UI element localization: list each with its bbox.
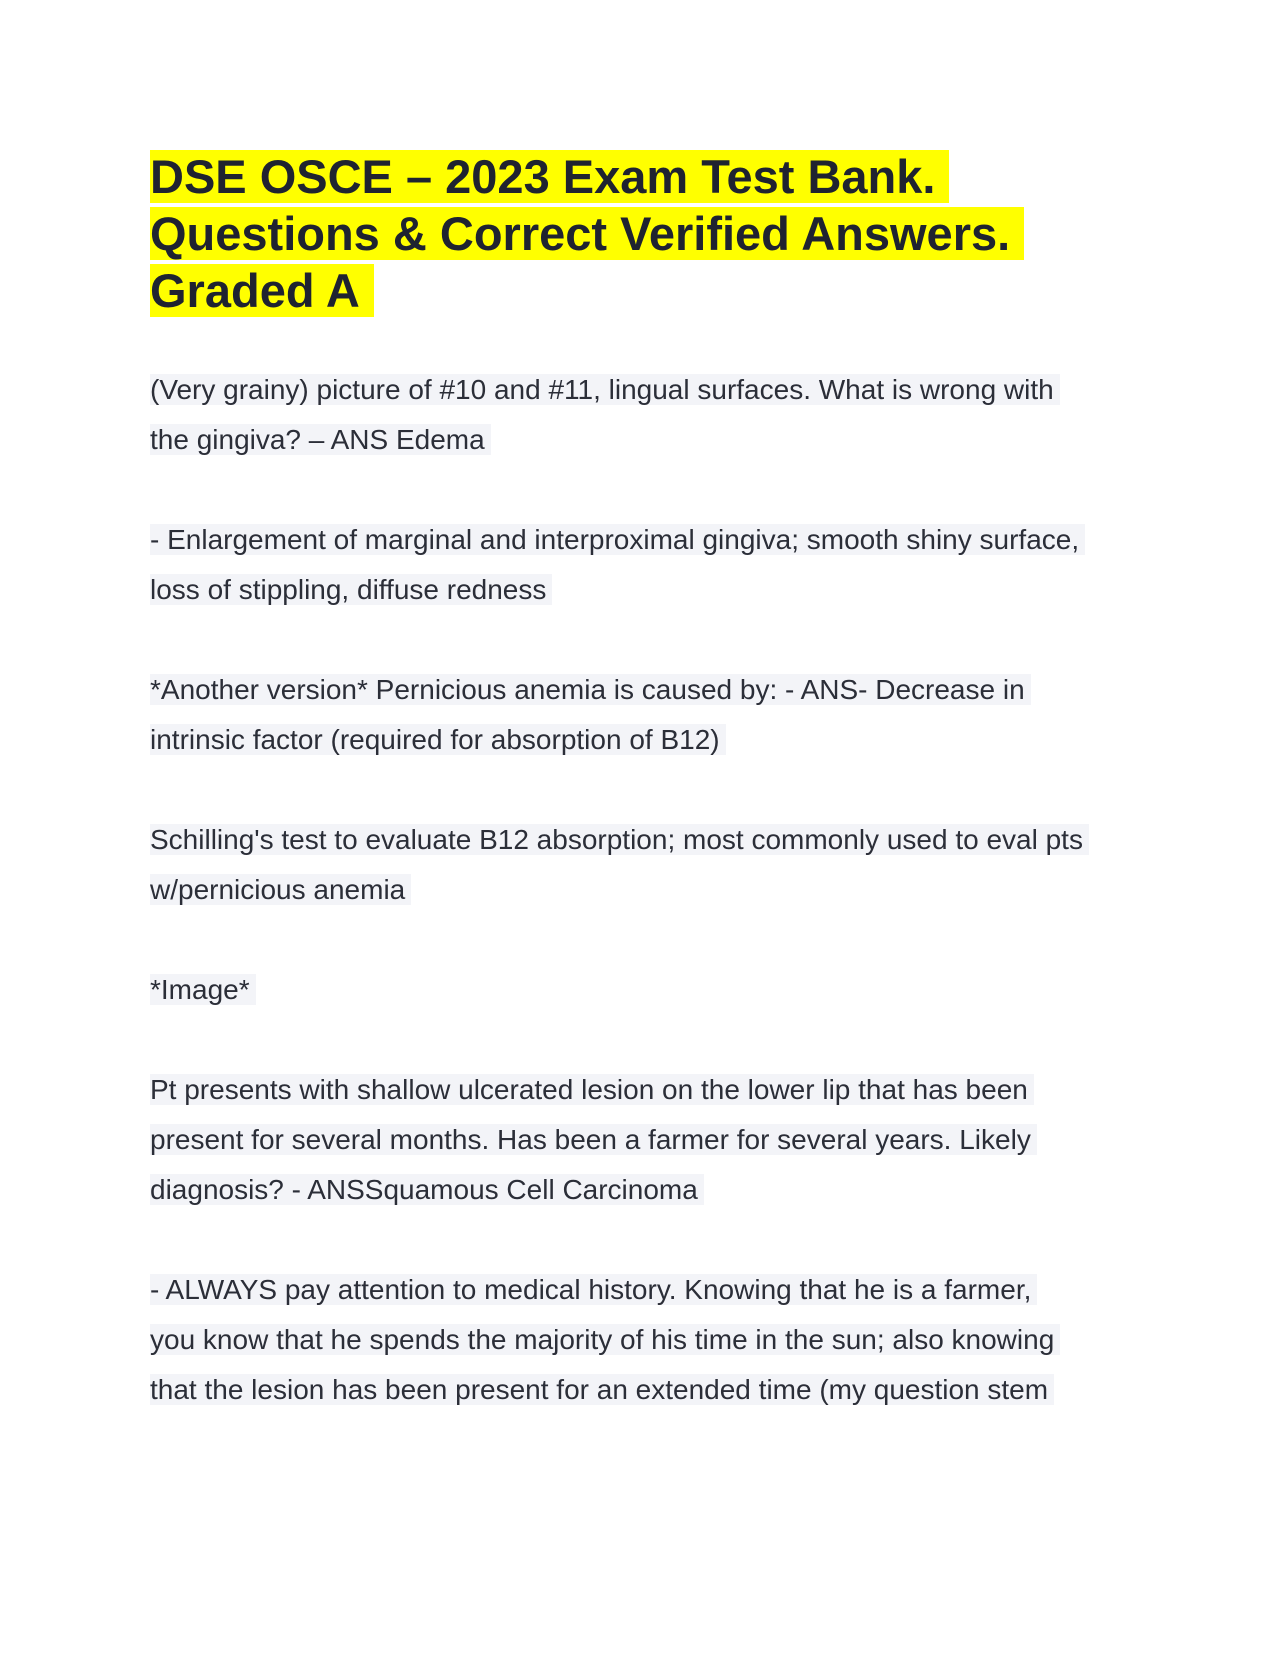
text-line: diagnosis? - ANSSquamous Cell Carcinoma	[150, 1165, 1150, 1215]
question-paragraph	[150, 1065, 1150, 1215]
text-line: - Enlargement of marginal and interproximal gingiva; smooth shiny surface,	[150, 515, 1150, 565]
question-paragraph	[150, 365, 1150, 465]
text-line: *Another version* Pernicious anemia is caused by: - ANS- Decrease in	[150, 665, 1150, 715]
text-line: that the lesion has been present for an extended time (my question stem	[150, 1365, 1150, 1415]
image-placeholder-paragraph	[150, 965, 1150, 1015]
answer-paragraph	[150, 515, 1150, 615]
answer-paragraph	[150, 815, 1150, 915]
text-line: Pt presents with shallow ulcerated lesion on the lower lip that has been	[150, 1065, 1150, 1115]
text-line: - ALWAYS pay attention to medical history. Knowing that he is a farmer,	[150, 1265, 1150, 1315]
question-paragraph	[150, 665, 1150, 765]
text-line: you know that he spends the majority of his time in the sun; also knowing	[150, 1315, 1150, 1365]
text-line: *Image*	[150, 965, 1150, 1015]
text-line: loss of stippling, diffuse redness	[150, 565, 1150, 615]
document-body	[150, 365, 1150, 1415]
text-line: w/pernicious anemia	[150, 865, 1150, 915]
text-line: the gingiva? – ANS Edema	[150, 415, 1150, 465]
answer-paragraph	[150, 1265, 1150, 1415]
document-page	[150, 148, 1150, 1465]
title-line: Questions & Correct Verified Answers.	[150, 205, 1150, 262]
text-line: (Very grainy) picture of #10 and #11, lingual surfaces. What is wrong with	[150, 365, 1150, 415]
text-line: present for several months. Has been a farmer for several years. Likely	[150, 1115, 1150, 1165]
title-line: Graded A	[150, 262, 1150, 319]
document-title	[150, 148, 1150, 319]
title-line: DSE OSCE – 2023 Exam Test Bank.	[150, 148, 1150, 205]
text-line: intrinsic factor (required for absorption of B12)	[150, 715, 1150, 765]
text-line: Schilling's test to evaluate B12 absorption; most commonly used to eval pts	[150, 815, 1150, 865]
